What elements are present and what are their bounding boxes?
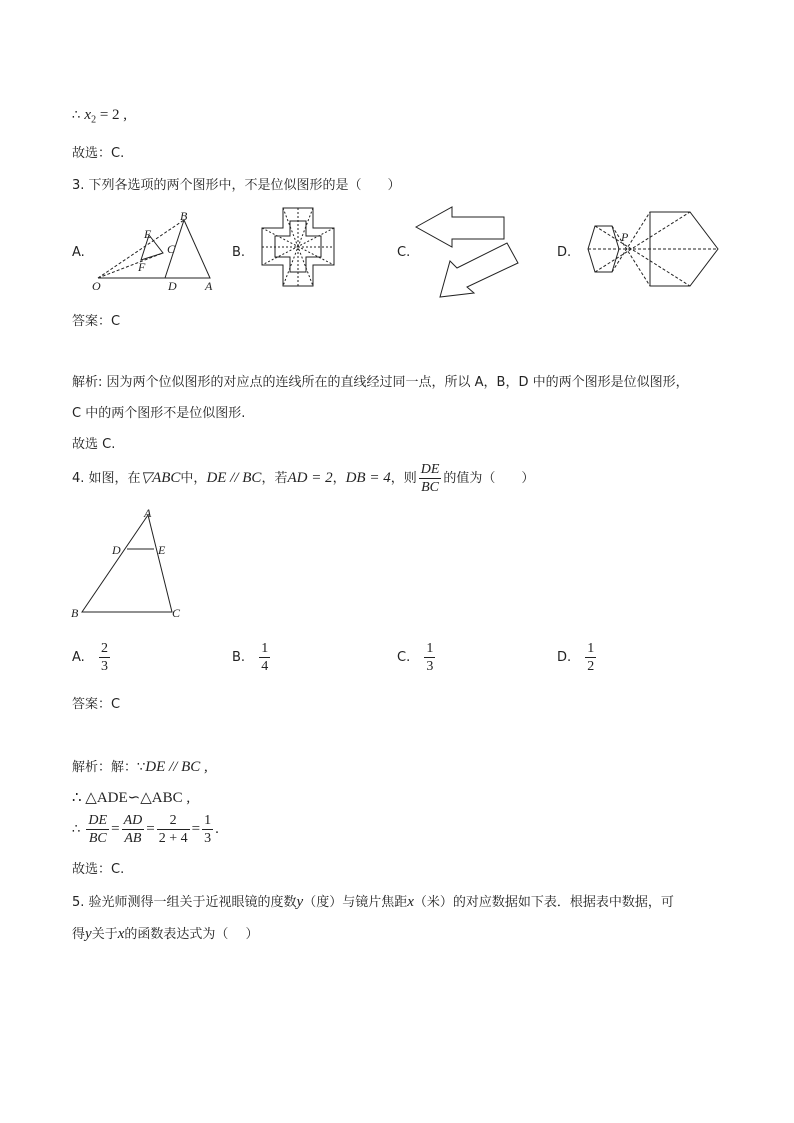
eq-fraction-ad-ab xyxy=(122,812,145,847)
label-o: O xyxy=(92,279,101,293)
q3-option-b-label: B. xyxy=(232,245,246,260)
analysis-prefix: 解析：解：∵ xyxy=(72,760,146,775)
fraction-denominator: 2 + 4 xyxy=(158,831,188,846)
q4-answer: 答案：C xyxy=(72,697,121,712)
fraction-denominator: 2 xyxy=(587,659,595,674)
q3-figure-d xyxy=(575,208,725,296)
q3-option-c-label: C. xyxy=(397,245,411,260)
q3-choose: 故选 C. xyxy=(72,437,116,452)
q4-option-a xyxy=(72,640,112,675)
q4-stem xyxy=(72,461,534,496)
option-label: D. xyxy=(557,650,572,665)
option-fraction xyxy=(424,640,435,675)
q4-triangle: ▽ABC xyxy=(140,470,181,486)
option-label: C. xyxy=(397,650,411,665)
var-x: x xyxy=(407,894,414,910)
fraction-numerator: 2 xyxy=(100,641,108,656)
therefore-symbol: ∴ xyxy=(72,108,81,123)
label-c: C xyxy=(172,606,181,620)
q5-text: （度）与镜片焦距 xyxy=(303,895,408,910)
label-d: D xyxy=(168,279,177,293)
q3-analysis-line2: C 中的两个图形不是位似图形. xyxy=(72,406,246,421)
q5-text: 5. 验光师测得一组关于近视眼镜的度数 xyxy=(72,895,297,910)
var-x: x xyxy=(84,107,92,123)
option-fraction xyxy=(585,640,596,675)
fraction-numerator: 1 xyxy=(426,641,434,656)
q4-cond-ad: AD = 2 xyxy=(287,470,333,486)
fraction-numerator: 1 xyxy=(204,813,212,828)
var-y: y xyxy=(85,926,92,942)
arrow-down-left xyxy=(440,243,518,297)
subscript: 2 xyxy=(91,114,97,126)
q4-option-b xyxy=(232,640,272,675)
fraction-numerator: 1 xyxy=(261,641,269,656)
q3-analysis-line1: 解析: 因为两个位似图形的对应点的连线所在的直线经过同一点，所以 A，B，D 中的两个图形是位似图形， xyxy=(72,375,689,390)
q4-option-c xyxy=(397,640,437,675)
fraction-denominator: 3 xyxy=(426,659,434,674)
label-b: B xyxy=(180,209,188,223)
q5-text: 得 xyxy=(72,927,86,942)
analysis-cond: DE // BC xyxy=(145,759,201,775)
q4-stem-part: 中， xyxy=(180,471,207,486)
eq-tail: = 2 , xyxy=(96,107,128,123)
fraction-denominator: 3 xyxy=(204,831,212,846)
q3-answer: 答案：C xyxy=(72,314,121,329)
equals-sign: = xyxy=(111,821,120,837)
label-c: C xyxy=(167,242,176,256)
eq-fraction-numeric xyxy=(157,812,190,847)
q4-analysis-line1 xyxy=(72,758,208,777)
q4-stem-part: 4. 如图，在 xyxy=(72,471,141,486)
option-fraction xyxy=(259,640,270,675)
q5-text: （米）的对应数据如下表．根据表中数据，可 xyxy=(413,895,674,910)
fraction-numerator: 1 xyxy=(587,641,595,656)
equals-sign: = xyxy=(191,821,201,837)
fraction-denominator: BC xyxy=(88,831,107,846)
option-label: A. xyxy=(72,650,85,665)
q3-stem: 3. 下列各选项的两个图形中，不是位似图形的是（ ） xyxy=(72,178,401,193)
arrow-left xyxy=(416,207,504,247)
label-a: A xyxy=(144,506,152,520)
q5-text: 的函数表达式为（ ） xyxy=(124,927,259,942)
period: . xyxy=(215,821,219,837)
therefore-symbol: ∴ xyxy=(72,822,81,837)
fraction-denominator: 3 xyxy=(100,659,108,674)
q5-stem-line1 xyxy=(72,893,674,912)
var-y: y xyxy=(296,894,304,910)
q4-option-d xyxy=(557,640,598,675)
q4-cond-db: DB = 4 xyxy=(345,470,391,486)
prev-choose: 故选：C. xyxy=(72,146,125,161)
label-f: F xyxy=(138,260,146,274)
fraction-denominator: AB xyxy=(124,831,142,846)
fraction-numerator: AD xyxy=(123,813,143,828)
q4-stem-part: ，若 xyxy=(261,471,288,486)
label-a: A xyxy=(205,279,213,293)
label-e: E xyxy=(158,543,166,557)
var-x: x xyxy=(117,926,125,942)
q3-figure-a xyxy=(88,208,218,293)
q4-equation-line xyxy=(72,812,219,847)
prev-result-line xyxy=(72,106,127,130)
option-fraction xyxy=(99,640,110,675)
eq-fraction-result xyxy=(202,812,213,847)
label-d: D xyxy=(112,543,121,557)
q4-stem-fraction xyxy=(419,461,442,496)
eq-fraction-de-bc xyxy=(86,812,109,847)
fraction-denominator: 4 xyxy=(261,659,269,674)
q4-stem-part: ， xyxy=(332,471,346,486)
q4-stem-part: ，则 xyxy=(390,471,417,486)
q4-similarity-line: ∴ △ADE∽△ABC , xyxy=(72,790,191,806)
q5-stem-line2 xyxy=(72,925,259,944)
fraction-numerator: DE xyxy=(420,462,440,477)
triangle-abc xyxy=(82,515,172,612)
analysis-comma: , xyxy=(200,759,208,775)
q3-figure-c xyxy=(412,203,522,303)
label-b: B xyxy=(71,606,79,620)
fraction-denominator: BC xyxy=(421,480,440,495)
q4-stem-part: 的值为（ ） xyxy=(443,471,535,486)
q3-option-d-label: D. xyxy=(557,245,572,260)
label-p: P xyxy=(621,230,629,244)
equals-sign: = xyxy=(146,821,155,837)
q3-figure-b xyxy=(258,205,338,290)
label-e: E xyxy=(144,227,152,241)
option-label: B. xyxy=(232,650,246,665)
q3-option-a-label: A. xyxy=(72,245,85,260)
fraction-numerator: 2 xyxy=(157,812,190,830)
q4-cond-parallel: DE // BC xyxy=(206,470,262,486)
q4-choose: 故选：C. xyxy=(72,862,125,877)
fraction-numerator: DE xyxy=(88,813,108,828)
q4-figure-triangle xyxy=(68,505,188,623)
q5-text: 关于 xyxy=(91,927,118,942)
